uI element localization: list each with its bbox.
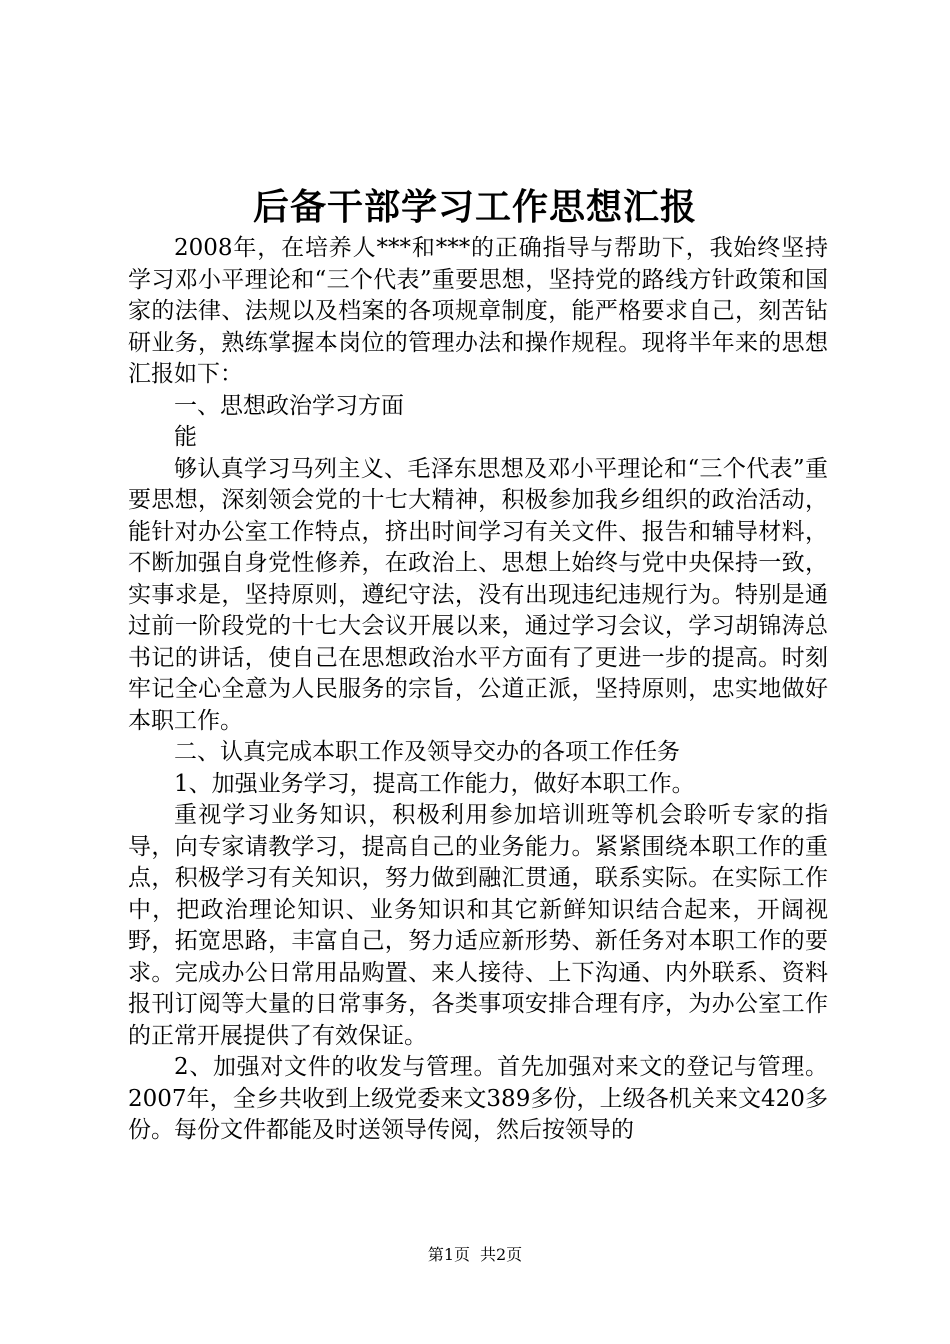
- document-title: 后备干部学习工作思想汇报: [252, 186, 697, 228]
- paragraph-document-management: 2、加强对文件的收发与管理。首先加强对来文的登记与管理。2007年，全乡共收到上级党委来文389多份，上级各机关来文420多份。每份文件都能及时送领导传阅，然后按领导的: [128, 1054, 828, 1143]
- section-heading-1: 一、思想政治学习方面: [174, 392, 404, 419]
- section-heading-2: 二、认真完成本职工作及领导交办的各项工作任务: [174, 739, 680, 765]
- page-number-current: 第1页: [427, 1245, 470, 1264]
- page-number-total: 共2页: [480, 1245, 523, 1264]
- paragraph-fragment: 能: [174, 424, 197, 450]
- page-footer: [0, 1244, 950, 1266]
- subsection-heading-1: 1、加强业务学习，提高工作能力，做好本职工作。: [174, 770, 695, 797]
- paragraph-political-study: 够认真学习马列主义、毛泽东思想及邓小平理论和“三个代表”重要思想，深刻领会党的十七大精神，积极参加我乡组织的政治活动，能针对办公室工作特点，挤出时间学习有关文件、报告和辅导材料，不断加强自身党性修养，在政治上、思想上始终与党中央保持一致，实事求是，坚持原则，遵纪守法，没有出现违纪违规行为。特别是通过前一阶段党的十七大会议开展以来，通过学习会议，学习胡锦涛总书记的讲话，使自己在思想政治水平方面有了更进一步的提高。时刻牢记全心全意为人民服务的宗旨，公道正派，坚持原则，忠实地做好本职工作。: [128, 455, 828, 734]
- document-body: [128, 233, 828, 1147]
- paragraph-intro: 2008年，在培养人***和***的正确指导与帮助下，我始终坚持学习邓小平理论和“三个代表”重要思想，坚持党的路线方针政策和国家的法律、法规以及档案的各项规章制度，能严格要求自己，刻苦钻研业务，熟练掌握本岗位的管理办法和操作规程。现将半年来的思想汇报如下：: [128, 235, 828, 387]
- paragraph-business-study: 重视学习业务知识，积极利用参加培训班等机会聆听专家的指导，向专家请教学习，提高自己的业务能力。紧紧围绕本职工作的重点，积极学习有关知识，努力做到融汇贯通，联系实际。在实际工作中，把政治理论知识、业务知识和其它新鲜知识结合起来，开阔视野，拓宽思路，丰富自己，努力适应新形势、新任务对本职工作的要求。完成办公日常用品购置、来人接待、上下沟通、内外联系、资料报刊订阅等大量的日常事务，各类事项安排合理有序，为办公室工作的正常开展提供了有效保证。: [128, 802, 828, 1049]
